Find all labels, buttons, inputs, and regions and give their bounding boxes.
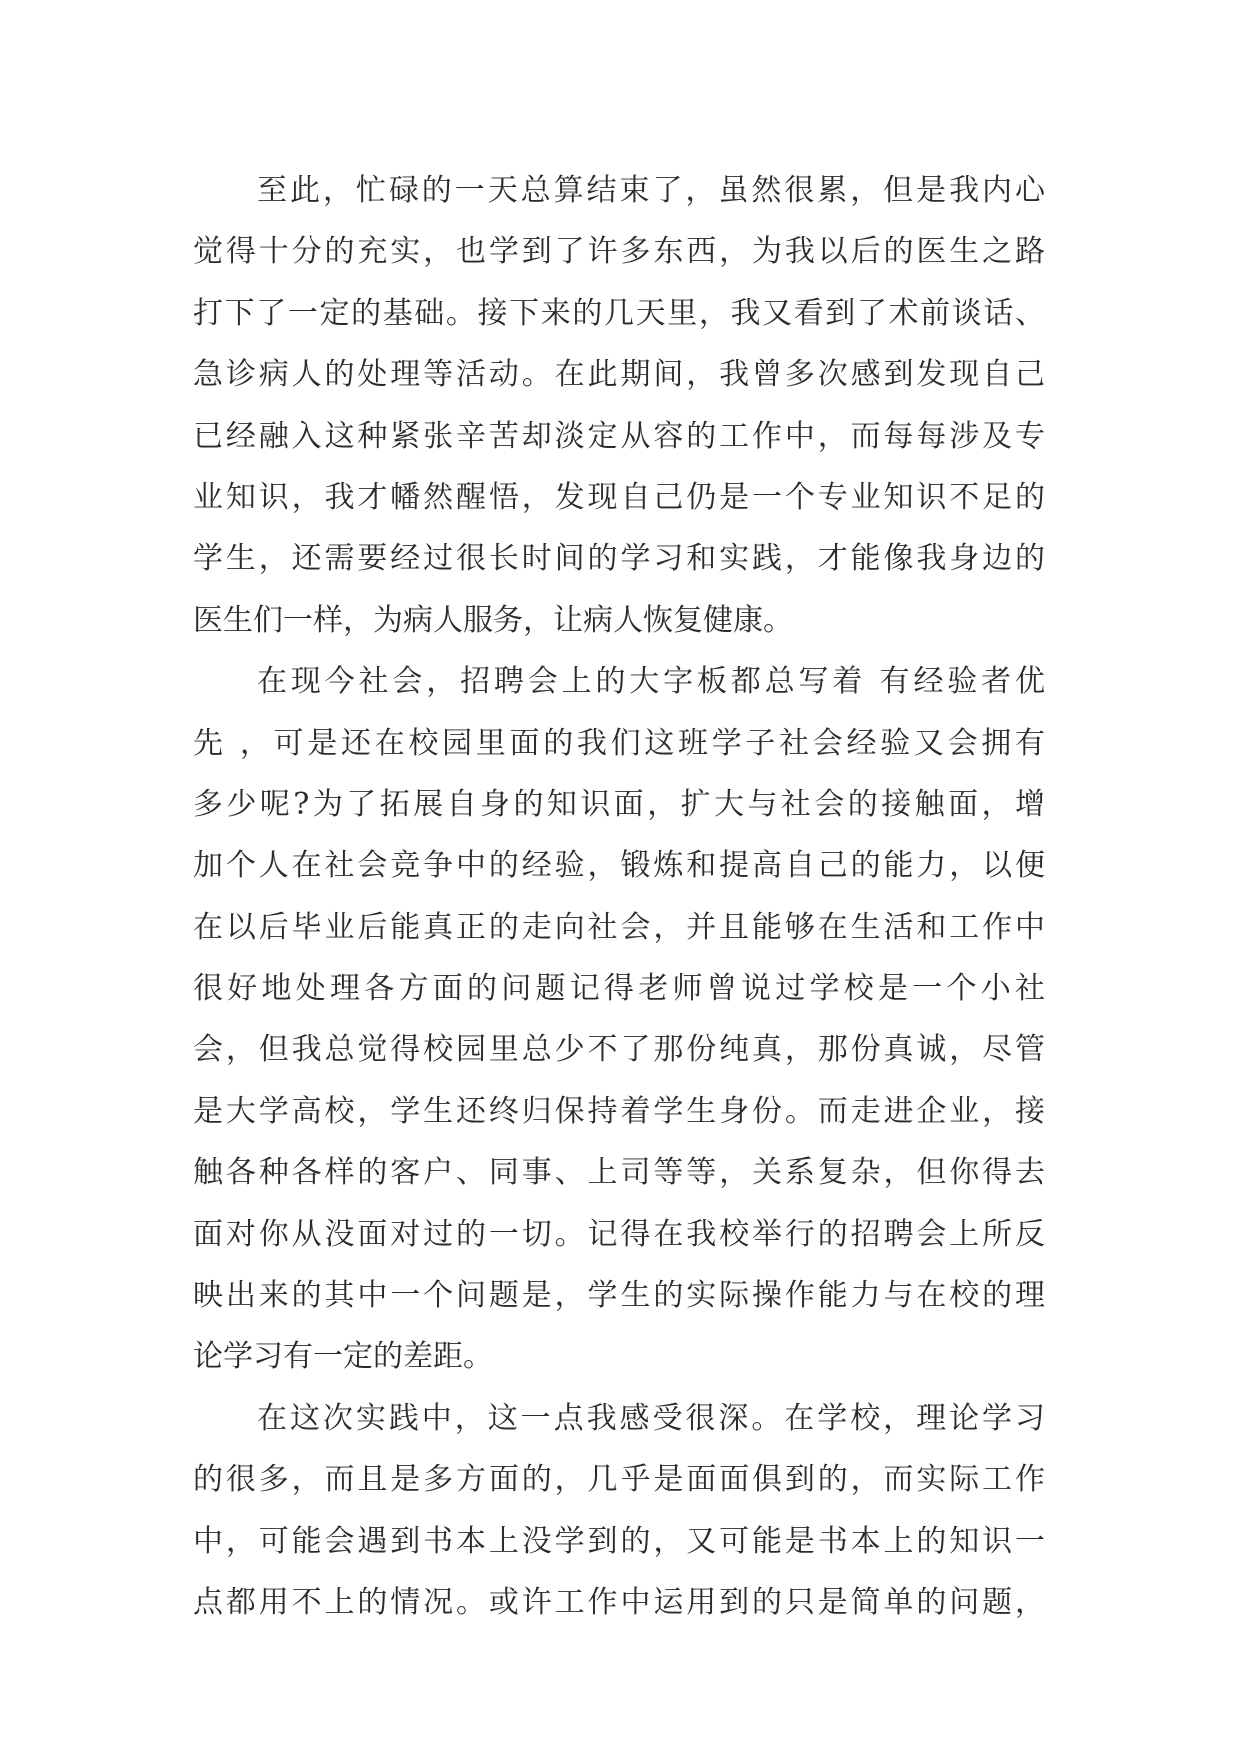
- text-line: 已经融入这种紧张辛苦却淡定从容的工作中，而每每涉及专: [193, 418, 1045, 454]
- text-line: 论学习有一定的差距。: [193, 1339, 493, 1375]
- document-body: [193, 160, 1045, 1633]
- paragraph-2: [193, 651, 1045, 1388]
- text-line: 觉得十分的充实，也学到了许多东西，为我以后的医生之路: [193, 234, 1045, 270]
- text-line: 是大学高校，学生还终归保持着学生身份。而走进企业，接: [193, 1093, 1045, 1129]
- text-line: 面对你从没面对过的一切。记得在我校举行的招聘会上所反: [193, 1216, 1045, 1252]
- text-line: 至此，忙碌的一天总算结束了，虽然很累，但是我内心: [257, 173, 1045, 208]
- text-line: 加个人在社会竞争中的经验，锻炼和提高自己的能力，以便: [193, 848, 1045, 884]
- text-line: 在现今社会，招聘会上的大字板都总写着 有经验者优: [257, 664, 1045, 700]
- text-line: 会，但我总觉得校园里总少不了那份纯真，那份真诚，尽管: [193, 1032, 1045, 1068]
- text-line: 先 ，可是还在校园里面的我们这班学子社会经验又会拥有: [193, 725, 1045, 761]
- text-line: 中，可能会遇到书本上没学到的，又可能是书本上的知识一: [193, 1523, 1045, 1559]
- text-line: 映出来的其中一个问题是，学生的实际操作能力与在校的理: [193, 1278, 1045, 1314]
- text-line: 在这次实践中，这一点我感受很深。在学校，理论学习: [257, 1400, 1045, 1436]
- text-line: 多少呢?为了拓展自身的知识面，扩大与社会的接触面，增: [193, 786, 1045, 822]
- text-line: 打下了一定的基础。接下来的几天里，我又看到了术前谈话、: [193, 295, 1045, 331]
- text-line: 学生，还需要经过很长时间的学习和实践，才能像我身边的: [193, 541, 1045, 577]
- text-line: 在以后毕业后能真正的走向社会，并且能够在生活和工作中: [193, 909, 1045, 945]
- paragraph-3: [193, 1388, 1045, 1634]
- text-line: 急诊病人的处理等活动。在此期间，我曾多次感到发现自己: [193, 357, 1045, 393]
- text-line: 医生们一样，为病人服务，让病人恢复健康。: [193, 602, 793, 638]
- paragraph-1: [193, 160, 1045, 651]
- text-line: 的很多，而且是多方面的，几乎是面面俱到的，而实际工作: [193, 1462, 1045, 1498]
- text-line: 很好地处理各方面的问题记得老师曾说过学校是一个小社: [193, 971, 1045, 1007]
- text-line: 触各种各样的客户、同事、上司等等，关系复杂，但你得去: [193, 1155, 1045, 1191]
- text-line: 业知识，我才幡然醒悟，发现自己仍是一个专业知识不足的: [193, 479, 1045, 515]
- text-line: 点都用不上的情况。或许工作中运用到的只是简单的问题，: [193, 1584, 1045, 1620]
